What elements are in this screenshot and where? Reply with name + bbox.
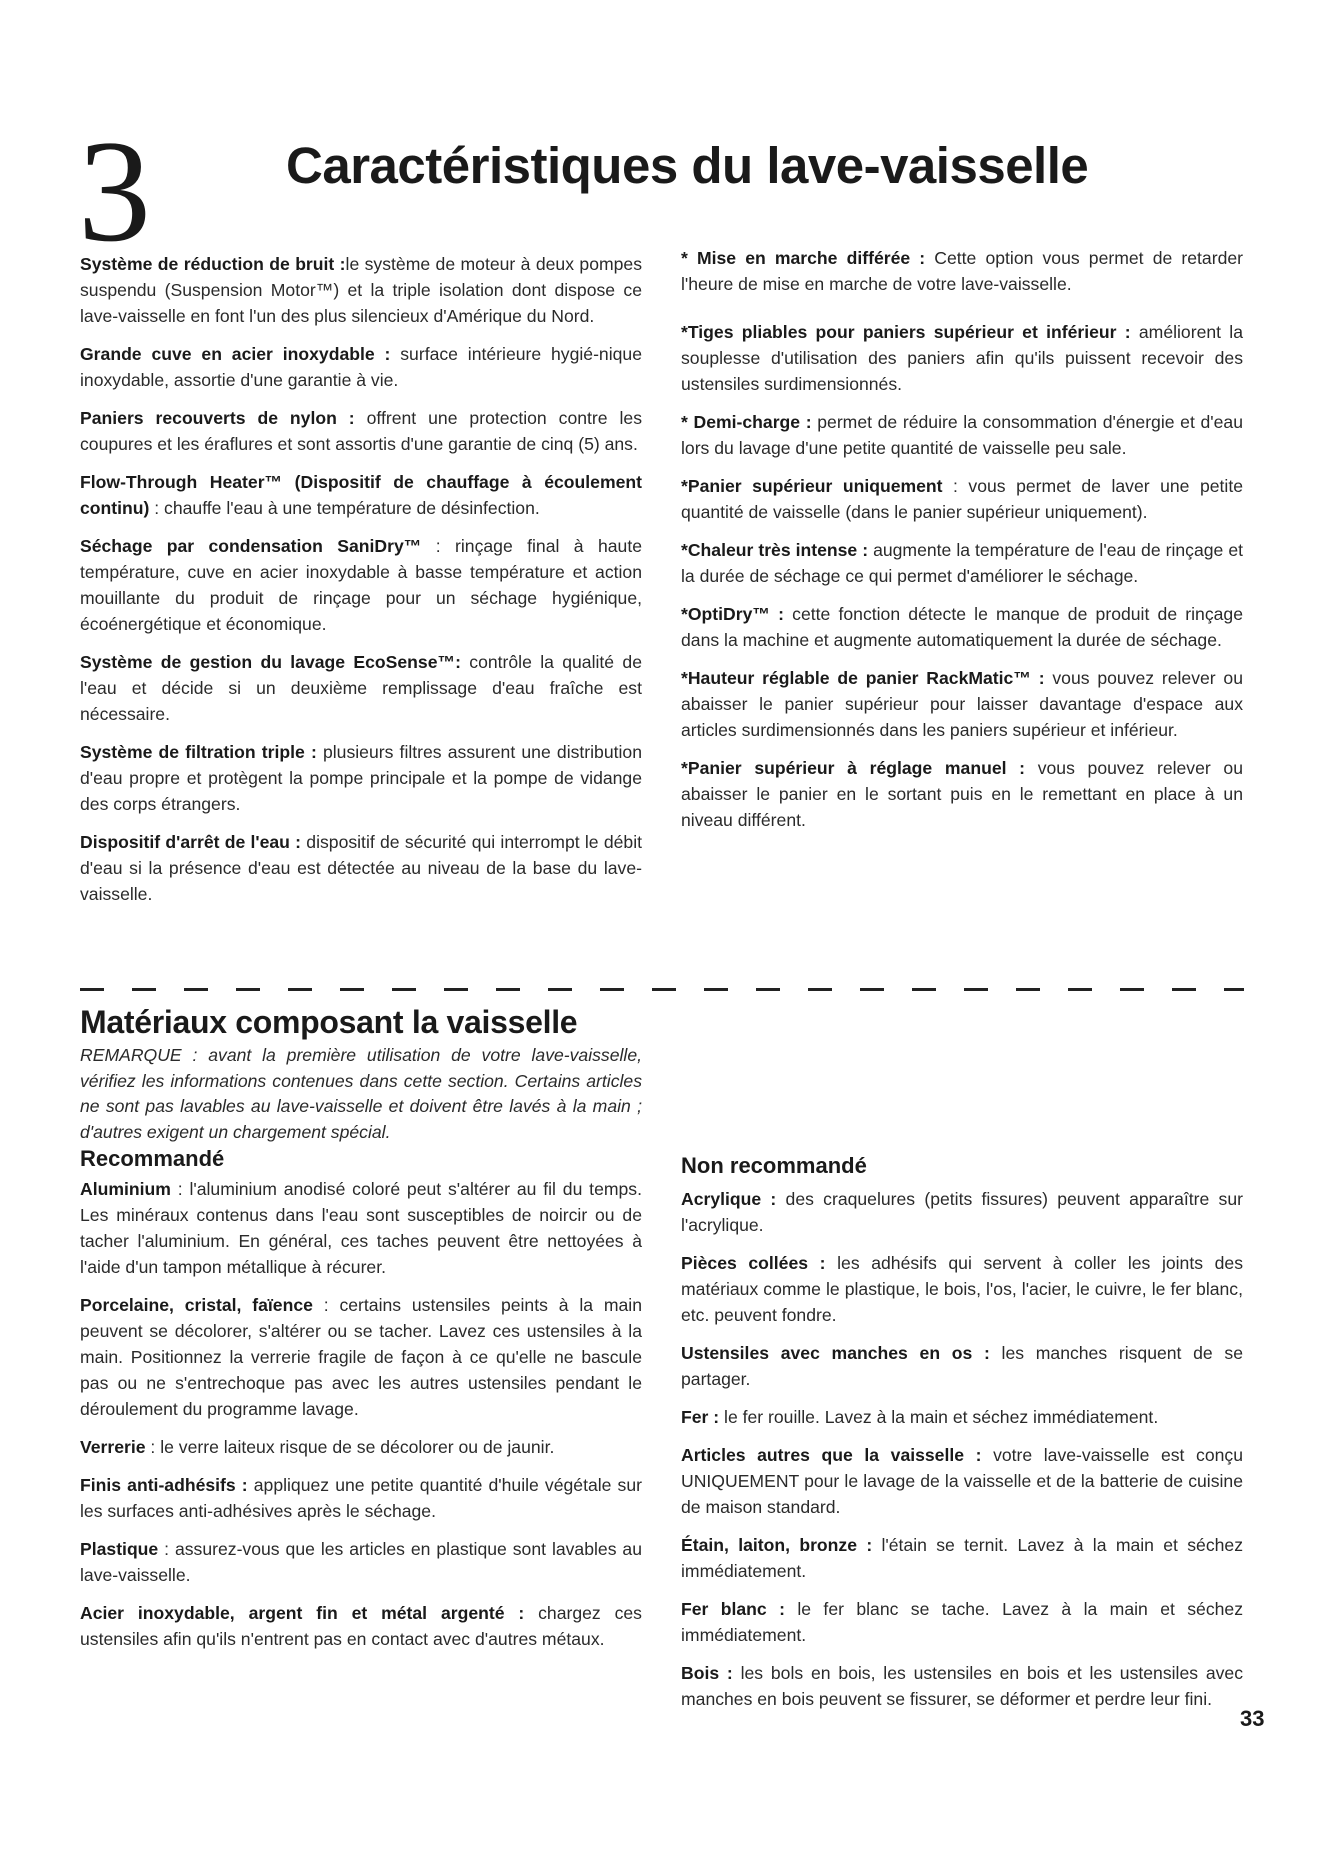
material-term: Acrylique :	[681, 1189, 777, 1209]
feature-term: *Hauteur réglable de panier RackMatic™ :	[681, 668, 1045, 688]
remark-note: REMARQUE : avant la première utilisation de votre lave-vaisselle, vérifiez les informations contenues dans cette section. Certains articles ne sont pas lavables au lave-vaisselle et doivent être lavés à la main ; d'autres exigent un chargement spécial.	[80, 1045, 642, 1142]
material-item	[681, 1404, 1243, 1430]
feature-text: améliorent la souplesse d'utilisation des paniers afin qu'ils puissent recevoir des ustensiles surdimensionnés.	[681, 322, 1243, 394]
feature-term: Dispositif d'arrêt de l'eau :	[80, 832, 302, 852]
material-item	[80, 1600, 642, 1652]
feature-item	[681, 601, 1243, 653]
material-item	[681, 1442, 1243, 1520]
feature-item	[681, 473, 1243, 525]
feature-item	[80, 739, 642, 817]
feature-item	[80, 829, 642, 907]
feature-term: * Mise en marche différée :	[681, 248, 926, 268]
material-item	[681, 1596, 1243, 1648]
material-term: Plastique	[80, 1539, 159, 1559]
feature-term: Séchage par condensation SaniDry™	[80, 536, 422, 556]
feature-item	[80, 649, 642, 727]
material-item	[80, 1176, 642, 1280]
material-text: appliquez une petite quantité d'huile végétale sur les surfaces anti-adhésives après le séchage.	[80, 1475, 642, 1521]
material-text: des craquelures (petits fissures) peuvent apparaître sur l'acrylique.	[681, 1189, 1243, 1235]
feature-text: Cette option vous permet de retarder l'heure de mise en marche de votre lave-vaisselle.	[681, 248, 1243, 294]
not-recommended-list	[681, 1186, 1243, 1724]
material-item	[681, 1660, 1243, 1712]
feature-item	[681, 665, 1243, 743]
feature-term: * Demi-charge :	[681, 412, 812, 432]
recommended-heading: Recommandé	[80, 1146, 225, 1171]
feature-item	[681, 755, 1243, 833]
feature-text: augmente la température de l'eau de rinçage et la durée de séchage ce qui permet d'améliorer le séchage.	[681, 540, 1243, 586]
material-term: Articles autres que la vaisselle :	[681, 1445, 982, 1465]
material-term: Fer blanc :	[681, 1599, 785, 1619]
feature-text: cette fonction détecte le manque de produit de rinçage dans la machine et augmente automatiquement la durée de séchage.	[681, 604, 1243, 650]
material-item	[681, 1340, 1243, 1392]
material-term: Fer :	[681, 1407, 720, 1427]
features-right-column	[681, 245, 1243, 845]
feature-text: offrent une protection contre les coupures et les éraflures et sont assortis d'une garantie de cinq (5) ans.	[80, 408, 642, 454]
material-term: Porcelaine, cristal, faïence	[80, 1295, 313, 1315]
material-term: Pièces collées :	[681, 1253, 826, 1273]
feature-item	[681, 537, 1243, 589]
material-text: votre lave-vaisselle est conçu UNIQUEMENT pour le lavage de la vaisselle et de la batterie de cuisine de maison standard.	[681, 1445, 1243, 1517]
material-text: : l'aluminium anodisé coloré peut s'altérer au fil du temps. Les minéraux contenus dans l'eau sont susceptibles de noircir ou de tacher l'aluminium. En général, ces taches peuvent être nettoyées à l'aide d'un tampon métallique à récurer.	[80, 1179, 642, 1277]
material-text: : le verre laiteux risque de se décolorer ou de jaunir.	[145, 1437, 555, 1457]
material-term: Étain, laiton, bronze :	[681, 1535, 873, 1555]
recommended-list	[80, 1176, 642, 1664]
feature-text: plusieurs filtres assurent une distribution d'eau propre et protègent la pompe principale et la pompe de vidange des corps étrangers.	[80, 742, 642, 814]
material-term: Verrerie	[80, 1437, 146, 1457]
feature-text: permet de réduire la consommation d'énergie et d'eau lors du lavage d'une petite quantité de vaisselle peu sale.	[681, 412, 1244, 458]
not-recommended-heading: Non recommandé	[681, 1153, 867, 1178]
feature-term: Flow-Through Heater™ (Dispositif de chauffage à écoulement continu)	[80, 472, 642, 518]
material-term: Bois :	[681, 1663, 733, 1683]
material-text: les adhésifs qui servent à coller les joints des matériaux comme le plastique, le bois, l'os, l'acier, le cuivre, le fer blanc, etc. peuvent fondre.	[681, 1253, 1243, 1325]
feature-item	[80, 251, 642, 329]
material-text: chargez ces ustensiles afin qu'ils n'entrent pas en contact avec d'autres métaux.	[80, 1603, 642, 1649]
material-term: Finis anti-adhésifs :	[80, 1475, 248, 1495]
feature-text: : chauffe l'eau à une température de désinfection.	[149, 498, 540, 518]
feature-item	[80, 469, 642, 521]
feature-term: *Panier supérieur à réglage manuel :	[681, 758, 1026, 778]
feature-item	[80, 341, 642, 393]
feature-text: surface intérieure hygié-nique inoxydable, assortie d'une garantie à vie.	[80, 344, 642, 390]
feature-item	[80, 405, 642, 457]
material-item	[80, 1292, 642, 1422]
material-text: le fer blanc se tache. Lavez à la main et séchez immédiatement.	[681, 1599, 1243, 1645]
feature-term: Système de filtration triple :	[80, 742, 317, 762]
material-text: les bols en bois, les ustensiles en bois et les ustensiles avec manches en bois peuvent se fissurer, se déformer et perdre leur fini.	[681, 1663, 1244, 1709]
material-text: le fer rouille. Lavez à la main et séchez immédiatement.	[719, 1407, 1159, 1427]
feature-item	[80, 533, 642, 637]
material-term: Acier inoxydable, argent fin et métal argenté :	[80, 1603, 525, 1623]
feature-term: *OptiDry™ :	[681, 604, 784, 624]
feature-term: Système de réduction de bruit :	[80, 254, 346, 274]
feature-item	[681, 319, 1243, 397]
material-item	[80, 1434, 642, 1460]
feature-text: : rinçage final à haute température, cuve en acier inoxydable à basse température et action mouillante du produit de rinçage pour un séchage hygiénique, écoénergétique et économique.	[80, 536, 642, 634]
feature-text: contrôle la qualité de l'eau et décide si un deuxième remplissage d'eau fraîche est nécessaire.	[80, 652, 642, 724]
feature-item	[681, 245, 1243, 297]
material-item	[681, 1250, 1243, 1328]
feature-term: *Chaleur très intense :	[681, 540, 869, 560]
feature-term: *Panier supérieur uniquement	[681, 476, 943, 496]
feature-term: *Tiges pliables pour paniers supérieur et inférieur :	[681, 322, 1131, 342]
material-item	[80, 1472, 642, 1524]
section-divider	[80, 988, 1244, 991]
feature-text: vous pouvez relever ou abaisser le panier supérieur pour laisser davantage d'espace aux articles surdimensionnés dans les paniers supérieur et inférieur.	[681, 668, 1243, 740]
material-text: : assurez-vous que les articles en plastique sont lavables au lave-vaisselle.	[80, 1539, 642, 1585]
feature-term: Paniers recouverts de nylon :	[80, 408, 355, 428]
section-title: Matériaux composant la vaisselle	[80, 1004, 578, 1040]
feature-text: : vous permet de laver une petite quantité de vaisselle (dans le panier supérieur uniquement).	[681, 476, 1243, 522]
page-number: 33	[1240, 1706, 1265, 1731]
material-item	[681, 1532, 1243, 1584]
material-text: les manches risquent de se partager.	[681, 1343, 1243, 1389]
feature-term: Grande cuve en acier inoxydable :	[80, 344, 391, 364]
page-title: Caractéristiques du lave-vaisselle	[286, 137, 1089, 194]
features-left-column	[80, 251, 642, 919]
feature-text: vous pouvez relever ou abaisser le panier en le sortant puis en le remettant en place à un niveau différent.	[681, 758, 1243, 830]
feature-text: dispositif de sécurité qui interrompt le débit d'eau si la présence d'eau est détectée au niveau de la base du lave-vaisselle.	[80, 832, 642, 904]
material-term: Ustensiles avec manches en os :	[681, 1343, 990, 1363]
feature-term: Système de gestion du lavage EcoSense™:	[80, 652, 461, 672]
feature-item	[681, 409, 1243, 461]
material-item	[681, 1186, 1243, 1238]
material-text: : certains ustensiles peints à la main peuvent se décolorer, s'altérer ou se tacher. Lavez ces ustensiles à la main. Positionnez la verrerie fragile de façon à ce qu'elle ne bascule pas ou ne s'entrechoque pas avec les autres ustensiles pendant le déroulement du programme lavage.	[80, 1295, 642, 1419]
material-text: l'étain se ternit. Lavez à la main et séchez immédiatement.	[681, 1535, 1243, 1581]
chapter-number: 3	[78, 110, 151, 272]
material-term: Aluminium	[80, 1179, 171, 1199]
feature-text: le système de moteur à deux pompes suspendu (Suspension Motor™) et la triple isolation dont dispose ce lave-vaisselle en font l'un des plus silencieux d'Amérique du Nord.	[80, 254, 642, 326]
material-item	[80, 1536, 642, 1588]
